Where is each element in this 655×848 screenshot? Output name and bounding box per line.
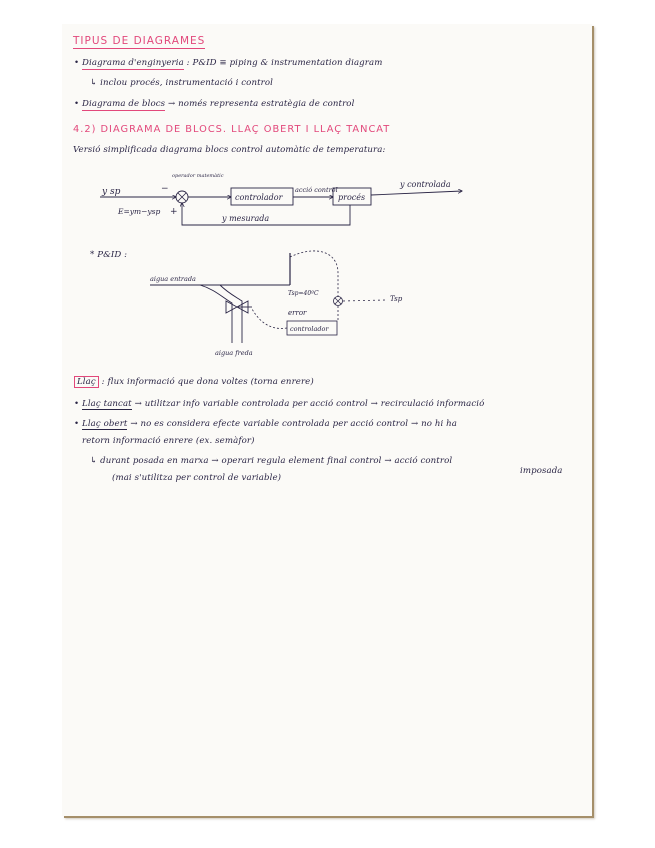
- inlet-water-label: aigua entrada: [150, 275, 196, 283]
- bullet-block-diagram: [74, 99, 354, 109]
- pid-controller-label: controlador: [290, 325, 329, 333]
- bullet-dot: •: [74, 99, 80, 109]
- open-loop-text: → no es considera efecte variable controlada per acció control → no hi ha: [130, 419, 458, 429]
- plus-sign: +: [170, 207, 178, 217]
- cold-water-pipe-2: [220, 285, 242, 343]
- bullet-dot: •: [74, 419, 80, 429]
- engineering-diagram-label: Diagrama d'enginyeria: [82, 58, 184, 68]
- loop-definition: [74, 377, 314, 387]
- open-loop-line-3: ↳ durant posada en marxa → operari regula element final control → acció control: [90, 456, 453, 466]
- engineering-diagram-sub: ↳ inclou procés, instrumentació i control: [90, 78, 273, 88]
- bullet-dot: •: [74, 58, 80, 68]
- open-loop-line: [74, 419, 457, 429]
- version-text: Versió simplificada diagrama blocs control automàtic de temperatura:: [73, 145, 386, 155]
- ysp-label: y sp: [102, 187, 121, 197]
- control-action-label: acció control: [295, 186, 338, 194]
- bullet-dot: •: [74, 399, 80, 409]
- block-diagram-text: → només representa estratègia de control: [168, 99, 355, 109]
- block-diagram: [100, 167, 480, 242]
- controller-label: controlador: [235, 193, 283, 202]
- closed-loop-label: Llaç tancat: [82, 399, 132, 409]
- setpoint-40-label: Tsp=40ºC: [288, 290, 319, 297]
- loop-definition-text: : flux informació que dona voltes (torna enrere): [101, 377, 314, 387]
- valve-signal-line: [252, 309, 287, 328]
- output-arrow: [371, 191, 462, 195]
- operator-label: operador matemàtic: [172, 173, 224, 179]
- bullet-engineering-diagram: [74, 58, 382, 68]
- setpoint-line: [343, 300, 385, 301]
- setpoint-label: Tsp: [390, 295, 403, 303]
- open-loop-line-4: (mai s'utilitza per control de variable): [112, 473, 282, 483]
- error-equation: E=ym−ysp: [118, 207, 161, 216]
- engineering-diagram-text: : P&ID ≡ piping & instrumentation diagram: [186, 58, 383, 68]
- pid-diagram: [140, 243, 420, 358]
- section-heading: 4.2) DIAGRAMA DE BLOCS. LLAÇ OBERT I LLAÇ TANCAT: [73, 124, 391, 135]
- open-loop-label: Llaç obert: [82, 419, 128, 429]
- cold-water-label: aigua freda: [215, 349, 253, 357]
- controlled-variable-label: y controlada: [400, 180, 451, 189]
- pid-label: * P&ID :: [90, 250, 128, 260]
- process-label: procés: [338, 193, 366, 202]
- cold-water-pipe: [200, 285, 232, 343]
- closed-loop-text: → utilitzar info variable controlada per acció control → recirculació informació: [134, 399, 485, 409]
- open-loop-line-2: retorn informació enrere (ex. semàfor): [82, 436, 255, 446]
- error-label: error: [288, 309, 307, 317]
- page-title: TIPUS DE DIAGRAMES: [73, 35, 206, 47]
- measured-variable-label: y mesurada: [222, 214, 270, 223]
- block-diagram-label: Diagrama de blocs: [82, 99, 166, 109]
- open-loop-imposed: imposada: [520, 466, 563, 476]
- loop-label: Llaç: [74, 376, 99, 388]
- closed-loop-line: [74, 399, 484, 409]
- minus-sign: −: [161, 184, 169, 194]
